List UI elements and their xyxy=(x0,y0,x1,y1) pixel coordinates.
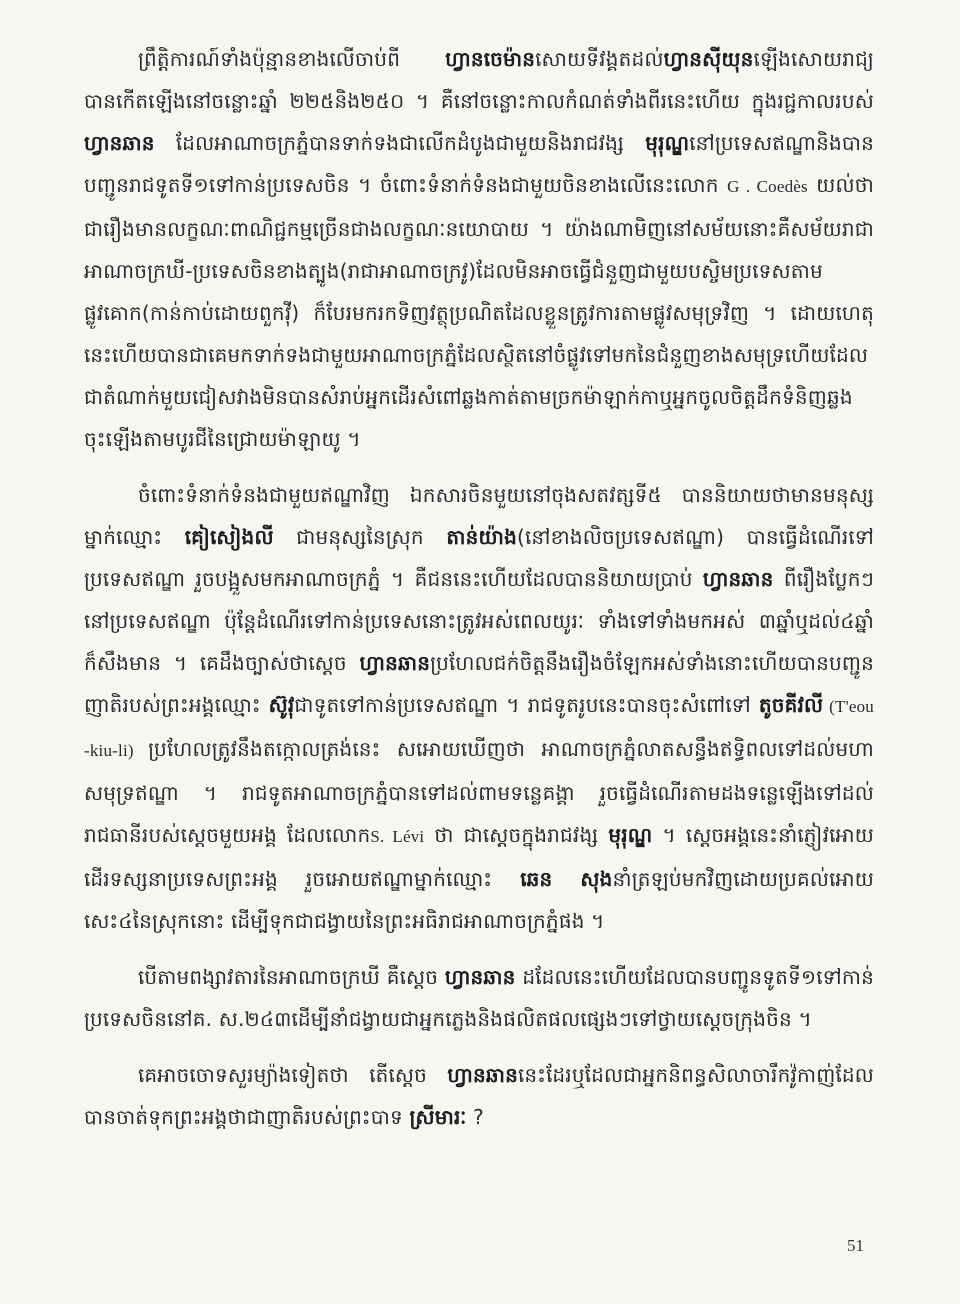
text-run: ថា ជាស្តេចក្នុងរាជវង្ស xyxy=(424,823,609,847)
text-run xyxy=(552,867,580,891)
text-run: ជាទូតទៅកាន់ប្រទេសឥណ្ឌា ។ រាជទូតរូបនេះបានចុះសំពៅទៅ xyxy=(294,693,759,717)
page-number: 51 xyxy=(847,1236,864,1255)
text-run: សោយទីវង្គតដល់ xyxy=(535,47,664,71)
latin-text-run: ) xyxy=(127,741,149,760)
text-run: (នៅខាងលិចប្រទេសឥណ្ឌា) បានធ្វើដំណើរទៅប្រទេសឥណ្ឌា រួចបង្អួសមកអាណាចក្រភ្នំ ។ គឺជននេះហើយដែលបាននិយាយប្រាប់ xyxy=(84,525,874,591)
latin-text-run: ( xyxy=(823,697,835,716)
text-run: នាំត្រឡប់មកវិញដោយប្រគល់អោយសេះ៤នៃស្រុកនោះ ដើម្បីទុកជាជង្វាយនៃព្រះអធិរាជអាណាចក្រភ្នំផង ។ xyxy=(84,867,874,933)
bold-name-run: ហ្វានឆាន xyxy=(444,965,516,989)
bold-name-run: ហ្វានឆាន xyxy=(359,651,431,675)
bold-name-run: ហ្វានឆាន xyxy=(447,1063,519,1087)
latin-text-run: S. Lévi xyxy=(370,827,425,846)
text-run: គេអាចចោទសួរម្យ៉ាងទៀតថា តើស្តេច xyxy=(138,1063,448,1087)
text-run: ជាមនុស្សនៃស្រុក xyxy=(273,525,447,549)
bold-name-run: ហ្វានឆាន xyxy=(702,567,774,591)
text-run: ប្រហែលជក់ចិត្តនឹងរឿងចំឡែកអស់ទាំងនោះហើយបានបញ្ជូនញាតិរបស់ព្រះអង្គឈ្មោះ xyxy=(84,651,874,717)
text-run: ចំពោះទំនាក់ទំនងជាមួយឥណ្ឌាវិញ ឯកសារចិនមួយនៅចុងសតវត្សទី៥ បាននិយាយថាមានមនុស្សម្នាក់ឈ្មោះ xyxy=(84,483,874,549)
paragraph-4 xyxy=(84,1054,874,1138)
bold-name-run: ហ្វានឆាន xyxy=(84,131,155,155)
bold-name-run: ហ្វានចេម៉ាន xyxy=(445,47,536,71)
bold-name-run: តាន់យ៉ាង xyxy=(446,525,517,549)
bold-name-run: គៀសៀងលី xyxy=(184,525,274,549)
text-run: នេះដែរឬដែលជាអ្នកនិពន្ធសិលាចារឹកវ៉ូកាញ់ដែលបានចាត់ទុកព្រះអង្គថាជាញាតិរបស់ព្រះបាទ xyxy=(84,1063,874,1129)
bold-name-run: ស្រីមារៈ xyxy=(409,1105,467,1129)
paragraph-1 xyxy=(84,38,874,460)
bold-name-run: តូចគីវលី xyxy=(758,693,824,717)
text-run: ប្រហែលត្រូវនឹងតក្កោលត្រង់នេះ សអោយឃើញថា អាណាចក្រភ្នំលាតសន្ធឹងឥទ្ធិពលទៅដល់មហាសមុទ្រឥណ្ឌា ។ រាជទូតអាណាចក្រភ្នំបានទៅដល់ពាមទន្លេគង្គា រួចធ្វើដំណើរតាមដងទន្លេឡើងទៅដល់រាជធានីរបស់ស្តេចមួយអង្គ ដែលលោក xyxy=(84,737,874,847)
paragraph-2 xyxy=(84,474,874,942)
text-run: ដែលអាណាចក្រភ្នំបានទាក់ទងជាលើកដំបូងជាមួយនិងរាជវង្ស xyxy=(154,131,646,155)
bold-name-run: សុង xyxy=(580,867,613,891)
text-run: នៅប្រទេសឥណ្ឌានិងបានបញ្ជូនរាជទូតទី១ទៅកាន់ប្រទេសចិន ។ ចំពោះទំនាក់ទំនងជាមួយចិនខាងលើនេះលោក xyxy=(84,131,874,197)
text-run: ដដែលនេះហើយដែលបានបញ្ជូនទូតទី១ទៅកាន់ប្រទេសចិននៅគ. ស.២៤៣ដើម្បីនាំជង្វាយជាអ្នកភ្លេងនិងផលិតផលផ្សេងៗទៅថ្វាយស្តេចក្រុងចិន ។ xyxy=(84,965,874,1031)
text-run: បើតាមពង្សាវតារនៃអាណាចក្រឃី គឺស្តេច xyxy=(138,965,445,989)
text-run: ឡើងសោយរាជ្យ បានកើតឡើងនៅចន្លោះឆ្នាំ ២២៥និង២៥០ ។ គឺនៅចន្លោះកាលកំណត់ទាំងពីរនេះហើយ ក្នុងរជ្ជកាលរបស់ xyxy=(84,47,874,113)
latin-text-run: G . Coedès xyxy=(727,177,808,196)
text-run: យល់ថាជារឿងមានលក្ខណៈពាណិជ្ជកម្មច្រើនជាងលក្ខណៈនយោបាយ ។ យ៉ាងណាមិញនៅសម័យនោះគឺសម័យរាជាអាណាចក្រឃី-ប្រទេសចិនខាងត្បូង(រាជាអាណាចក្រវូ)ដែលមិនអាចធ្វើជំនួញជាមួយបស្ចិមប្រទេសតាមផ្លូវគោក(កាន់កាប់ដោយពួកវ៉ី) ក៏បែរមករកទិញវត្ថុប្រណិតដែលខ្លួនត្រូវការតាមផ្លូវសមុទ្រវិញ ។ ដោយហេតុនេះហើយបានជាគេមកទាក់ទងជាមួយអាណាចក្រភ្នំដែលស្ថិតនៅចំផ្លូវទៅមកនៃជំនួញខាងសមុទ្រហើយដែលជាតំណាក់មួយជៀសវាងមិនបានសំរាប់អ្នកដើរសំពៅឆ្លងកាត់តាមច្រកម៉ាឡាក់កាឬអ្នកចូលចិត្តដឹកទំនិញឆ្លងចុះឡើងតាមបូរជីនៃជ្រោយម៉ាឡាយូ ។ xyxy=(84,173,874,451)
text-run: ព្រឹត្តិការណ៍ទាំងប៉ុន្មានខាងលើចាប់ពី xyxy=(138,47,446,71)
bold-name-run: ឆេន xyxy=(520,867,553,891)
bold-name-run: ហ្វានស៊ីយុន xyxy=(663,47,754,71)
bold-name-run: មុរុណ្ឌ xyxy=(608,823,653,847)
bold-name-run: មុរុណ្ឌ xyxy=(645,131,690,155)
text-run: ? xyxy=(466,1105,484,1129)
bold-name-run: ស៊ូវុ xyxy=(268,693,295,717)
page-body xyxy=(84,38,874,1238)
latin-text-run: T'eou -kiu-li xyxy=(84,697,874,760)
paragraph-3 xyxy=(84,956,874,1040)
text-run: ។ ស្តេចអង្គនេះនាំភ្ញៀវអោយដើរទស្សនាប្រទេសព្រះអង្គ រួចអោយឥណ្ឌាម្នាក់ឈ្មោះ xyxy=(84,823,874,891)
text-run: ពីរឿងប្លែកៗនៅប្រទេសឥណ្ឌា ប៉ុន្តែដំណើរទៅកាន់ប្រទេសនោះត្រូវអស់ពេលយូរៈ ទាំងទៅទាំងមកអស់ ៣ឆ្នាំឬដល់៤ឆ្នាំក៏សឹងមាន ។ គេដឹងច្បាស់ថាស្តេច xyxy=(84,567,874,675)
